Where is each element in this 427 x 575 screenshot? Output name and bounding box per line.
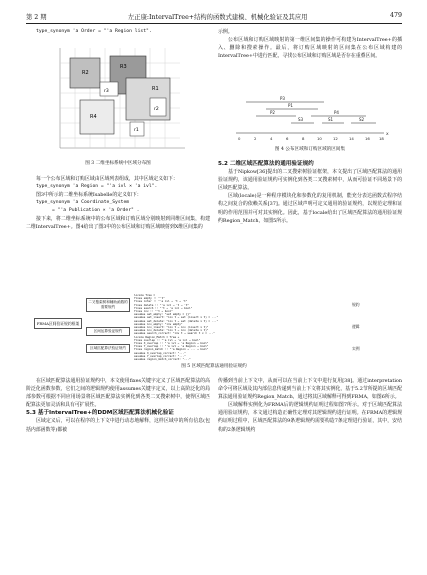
side-label: 实例 xyxy=(352,346,360,351)
label-s3: S3 xyxy=(298,117,304,122)
body-paragraph: 接下来，将二维坐标系统中的公布区域和订购区域分别映射到同维区间集，构建二维IntervalTree+。图4给出了图3中的公布区域和订购区域映射到X维区间集的 xyxy=(26,216,210,231)
body-paragraph: 每一个公布区域和订购区域由区域列表组成，其中区域定义如下： xyxy=(36,176,178,182)
figure3-region-diagram xyxy=(40,38,190,158)
locale-line: assumes inv_empty: "inv empty" xyxy=(134,321,183,326)
page-number: 479 xyxy=(389,12,402,19)
left-column-body xyxy=(26,175,210,231)
body-paragraph: 在区域匹配算法通用验证规约中，本文使用fixes关键字定义了区域匹配算法的高阶泛化函数参数，它们之间的逻辑规约使用assumes关键字定义，以上高阶泛化的局部参数可根据不同应用场景将区域匹配算法实例化到各类二叉搜索树中，使得区域匹配算法更加灵活和具有可扩展性。 xyxy=(26,378,210,409)
right-column-bottom xyxy=(218,377,402,434)
figure4-caption: 图 4 公布区域和订购区域的区间集 xyxy=(274,147,346,152)
tick-label: 16 xyxy=(365,136,370,141)
label-s2: r2 xyxy=(154,107,159,112)
tick-label: 12 xyxy=(333,136,338,141)
locale-line: fixes search :: "'t ⇒ 'a ivl ⇒ bool" xyxy=(134,305,193,310)
label-r4: R4 xyxy=(90,114,97,120)
order-type-code: type_synonym 'a Order = "'a Region list". xyxy=(36,29,152,34)
label-s1: r1 xyxy=(134,128,139,133)
locale-line: fixes empty :: "'t" xyxy=(134,296,165,301)
locale-line: fixes inv :: "'t ⇒ bool" xyxy=(134,309,173,314)
locale-line: assumes set_empty: "set empty = {}" xyxy=(134,312,191,317)
tick-label: 10 xyxy=(317,136,322,141)
locale-line: fixes overlap :: "'a ivl ⇒ 'a ivl ⇒ bool" xyxy=(134,337,201,342)
tick-label: 14 xyxy=(349,136,354,141)
body-paragraph: 区域(locale)是一种程序模块化和参数化的复用机制，能充分表达函数式程序结构之间复合的依赖关系[37]。通过区域声明可定义通用的验证规约，以规范定理和证明的作用范围并可对其实例化。因此，基于locale给出了区域匹配算法的通用验证规约Region_Match，如图5所示。 xyxy=(218,193,402,224)
coord-type-code-cont: = "'a Publication × 'a Order" . xyxy=(52,208,140,214)
issue-label: 第 2 期 xyxy=(26,14,47,21)
running-title: 左正康:IntervalTree+结构的函数式建模、机械化验证及其应用 xyxy=(128,14,308,21)
locale-line: locale Region_Match = Tree + xyxy=(134,334,180,339)
tick-label: 2 xyxy=(254,136,257,141)
label-s2: S2 xyxy=(359,117,365,122)
region-type-code: type_synonym 'a Region = "'a ivl × 'a ivl". xyxy=(36,184,158,190)
locale-line: assumes set_insert: "inv t ⇒ set (insert x t) = ..." xyxy=(134,315,219,320)
region-box-s3 xyxy=(100,82,118,96)
label-p3: P3 xyxy=(280,96,285,101)
body-paragraph: 图3中所示的二维坐标系统Isabelle的定义如下： xyxy=(36,192,142,199)
label-s3: r3 xyxy=(104,89,109,94)
label-s1: S1 xyxy=(328,117,334,122)
body-paragraph: 区域定义后，可以在程序的上下文中进行动态地解释，这样区域中的所有信息(包括内部函数等)都被 xyxy=(26,418,210,433)
label-p1: P1 xyxy=(288,103,293,108)
left-column-top xyxy=(26,28,210,36)
label-p2: P2 xyxy=(270,110,275,115)
group-box-match: 区域匹配算法验证规约 xyxy=(86,344,130,353)
label-r1: R1 xyxy=(152,86,159,92)
group-box-tree: 二叉搜索树和辅助函数的需要规约 xyxy=(86,298,130,312)
locale-line: fixes Y_overlap :: "'a ivl ⇒ 'a Region ⇒ bool" xyxy=(134,344,209,349)
coord-type-code: type_synonym 'a Coordinate_System xyxy=(36,200,130,206)
figure4-interval-diagram xyxy=(226,93,396,145)
body-paragraph: 传播到当前上下文中，从而可以在当前上下文中进行复用[38]。通过interpretation命令可将区域及其内部信息传递到当前上下文将其实例化，基于5.2节所提的区域匹配算法通用验证规约Region_Match，通过将其区域解释可得到FRMA，如图6所示。 xyxy=(218,378,402,401)
locale-line: fixes inter :: "'a ivl ⇒ 't ⇒ 't" xyxy=(134,299,188,304)
figure5-locale-diagram xyxy=(34,294,396,362)
root-box: FRMA区间验证规约框架 xyxy=(34,318,82,329)
tick-label: 18 xyxy=(379,136,384,141)
figure3-caption: 图 3 二维坐标系统中区域分布图 xyxy=(85,161,151,166)
axis-label: X xyxy=(386,131,389,136)
locale-line: fixes delete :: "'a ivl ⇒ 't ⇒ 't" xyxy=(134,302,190,307)
locale-line: assumes search_correct: "inv t ⇒ search t x = ..." xyxy=(134,331,215,336)
body-paragraph: 区域解释实例化为FRMA后的逻辑规约证明过程如图7所示。对于区域匹配算法通用验证规约，本文通过构造正确性定理对其逻辑规约进行证明。在FRMA的逻辑规约证明过程中，区域匹配算法的9条逻辑规约需要构造7条定理进行验证，其中，安结构的2条逻辑规约 xyxy=(218,402,402,433)
label-r3: R3 xyxy=(120,64,127,70)
label-r2: R2 xyxy=(82,70,89,76)
right-column-top xyxy=(218,28,402,60)
locale-line: assumes region_match_correct: "..." xyxy=(134,357,191,362)
locale-line: assumes inv_insert: "inv t ⇒ inv (insert x t)" xyxy=(134,325,209,330)
body-paragraph: 基于Nipkow[36]提出的二叉搜索树验证框架，本文提出了区域匹配算法的通用验证规约，该通用验证规约可实例化到各类二叉搜索树中，从而可验证不同场景下的区域匹配算法。 xyxy=(218,169,402,192)
locale-line: fixes X_overlap :: "'a ivl ⇒ 'a Region ⇒ bool" xyxy=(134,341,209,346)
label-p4: P4 xyxy=(334,110,339,115)
left-column-bottom xyxy=(26,377,210,434)
locale-line: assumes X_overlap_correct: "..." xyxy=(134,350,186,355)
section-5-2 xyxy=(218,160,402,225)
section-heading: 5.2 二维区域匹配算法的通用验证规约 xyxy=(218,161,314,167)
region-box-r4 xyxy=(80,100,114,134)
tick-label: 0 xyxy=(238,136,241,141)
locale-line: assumes inv_delete: "inv t ⇒ inv (delete x t)" xyxy=(134,328,209,333)
locale-line: fixes region_match :: "'a Region ⇒ ... ⇒ bool" xyxy=(134,347,209,352)
side-label: 逻辑 xyxy=(352,324,360,329)
side-label: 规约 xyxy=(352,302,360,307)
tick-label: 6 xyxy=(286,136,289,141)
body-paragraph: 公布区域和订购区域映射的第一维区间集的操作可构建为IntervalTree+的插入、删除和搜索操作。最后，将订购区域映射的区间集在公布区域构建的IntervalTree+中进行匹配，寻找公布区域和订购区域是否存在重叠区间。 xyxy=(218,37,402,60)
tick-label: 4 xyxy=(270,136,273,141)
section-heading: 5.3 基于IntervalTree+的DDM区域匹配算法机械化验证 xyxy=(26,410,174,417)
tick-label: 8 xyxy=(302,136,305,141)
group-box-interval: 区间运算验证规约 xyxy=(86,327,130,336)
locale-line: assumes set_delete: "inv t ⇒ set (delete x t) = ..." xyxy=(134,318,219,323)
locale-line: locale Tree = xyxy=(134,293,156,297)
locale-listing xyxy=(134,294,344,361)
locale-line: assumes Y_overlap_correct: "..." xyxy=(134,353,186,358)
body-paragraph: 示例。 xyxy=(218,29,233,35)
figure5-caption: 图 5 区域匹配算法通用验证规约 xyxy=(181,364,247,369)
page-header xyxy=(26,9,402,24)
